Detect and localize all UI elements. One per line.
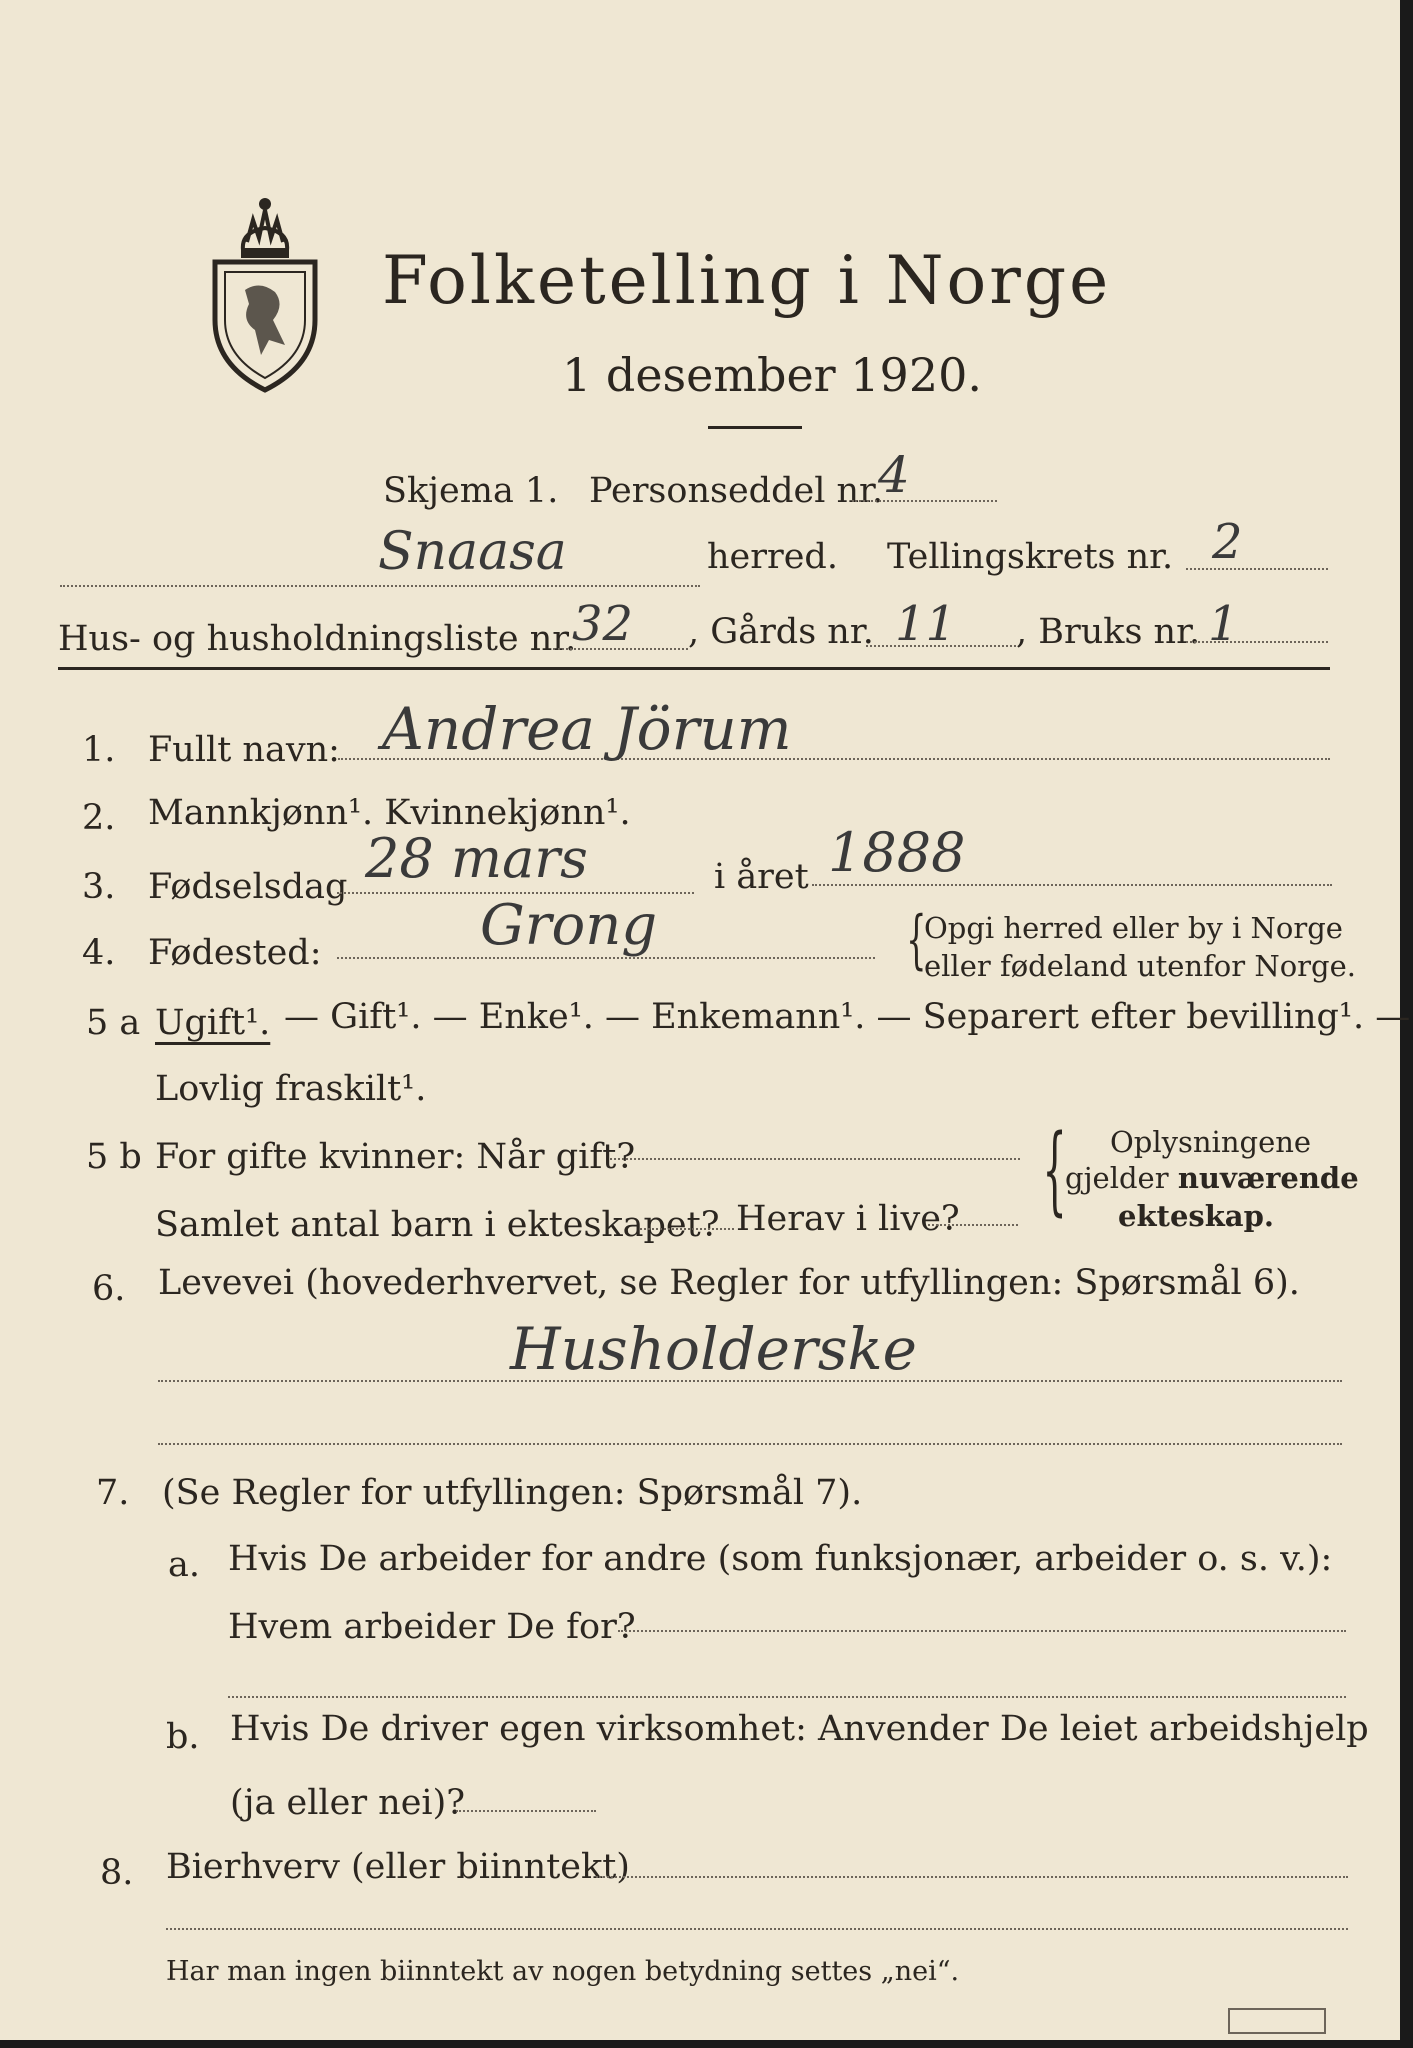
husliste-value[interactable]: 32 bbox=[572, 596, 634, 652]
q7a-number: a. bbox=[168, 1545, 200, 1585]
q6-line-2 bbox=[158, 1443, 1342, 1445]
q5b-label-1: For gifte kvinner: Når gift? bbox=[155, 1137, 636, 1177]
q5b-label-2: Samlet antal barn i ekteskapet? bbox=[155, 1205, 720, 1245]
q1-label: Fullt navn: bbox=[148, 730, 340, 770]
q7a-label: Hvis De arbeider for andre (som funksjonær, arbeider o. s. v.): bbox=[228, 1539, 1333, 1579]
footer-note: Har man ingen biinntekt av nogen betydning settes „nei“. bbox=[166, 1956, 960, 1987]
personseddel-label: Personseddel nr. bbox=[589, 471, 884, 511]
herred-value[interactable]: Snaasa bbox=[378, 522, 567, 582]
q5a-options: — Gift¹. — Enke¹. — Enkemann¹. — Separert efter bevilling¹. — bbox=[284, 997, 1411, 1037]
q1-number: 1. bbox=[82, 730, 116, 770]
q5b-brace: { bbox=[1042, 1114, 1067, 1226]
q7-label: (Se Regler for utfyllingen: Spørsmål 7). bbox=[162, 1473, 863, 1513]
tellingskrets-line bbox=[1186, 568, 1328, 570]
printer-stamp bbox=[1228, 2008, 1326, 2034]
census-date: 1 desember 1920. bbox=[562, 348, 982, 402]
q4-brace: { bbox=[906, 903, 927, 977]
q5b-line-3 bbox=[928, 1224, 1018, 1226]
skjema-label: Skjema 1. bbox=[383, 471, 559, 511]
q4-label: Fødested: bbox=[148, 933, 322, 973]
q6-value[interactable]: Husholderske bbox=[510, 1315, 917, 1383]
coat-of-arms-icon bbox=[205, 180, 325, 395]
q5b-label-3: Herav i live? bbox=[736, 1199, 960, 1239]
q7b-number: b. bbox=[166, 1717, 200, 1757]
bruks-value[interactable]: 1 bbox=[1208, 596, 1239, 652]
q7-number: 7. bbox=[96, 1473, 130, 1513]
q8-number: 8. bbox=[100, 1853, 134, 1893]
title-underline bbox=[708, 426, 802, 429]
q7a-line-1 bbox=[618, 1630, 1346, 1632]
form-title: Folketelling i Norge bbox=[382, 242, 1112, 319]
q5b-note-2: gjelder nuværende bbox=[1065, 1161, 1359, 1195]
q8-line-2 bbox=[166, 1928, 1348, 1930]
q3-year-label: i året bbox=[714, 857, 809, 897]
q8-label: Bierhverv (eller biinntekt) bbox=[166, 1847, 630, 1887]
q6-number: 6. bbox=[92, 1269, 126, 1309]
bruks-label: , Bruks nr. bbox=[1016, 612, 1201, 652]
q7b-line bbox=[456, 1810, 596, 1812]
q2-number: 2. bbox=[82, 798, 116, 838]
q5b-line-1 bbox=[610, 1158, 1020, 1160]
husliste-label: Hus- og husholdningsliste nr. bbox=[58, 619, 577, 659]
q5a-number: 5 a bbox=[86, 1003, 141, 1043]
q5b-line-2 bbox=[640, 1228, 734, 1230]
q3-year-line bbox=[812, 884, 1332, 886]
herred-line bbox=[60, 585, 700, 587]
q4-note-2: eller fødeland utenfor Norge. bbox=[924, 949, 1356, 983]
gards-value[interactable]: 11 bbox=[895, 596, 957, 652]
q7a-line-2 bbox=[228, 1696, 1346, 1698]
q4-value[interactable]: Grong bbox=[480, 893, 658, 958]
q7b-label-2: (ja eller nei)? bbox=[230, 1783, 466, 1823]
personseddel-value[interactable]: 4 bbox=[878, 446, 910, 504]
q3-value[interactable]: 28 mars bbox=[365, 827, 588, 890]
q3-year-value[interactable]: 1888 bbox=[828, 821, 966, 884]
q5b-note-3: ekteskap. bbox=[1118, 1199, 1274, 1233]
q8-line-1 bbox=[596, 1876, 1348, 1878]
q5b-note-1: Oplysningene bbox=[1110, 1125, 1312, 1159]
q2-label: Mannkjønn¹. Kvinnekjønn¹. bbox=[148, 793, 631, 833]
herred-label: herred. bbox=[707, 537, 838, 577]
q3-number: 3. bbox=[82, 867, 116, 907]
q7a-label-2: Hvem arbeider De for? bbox=[228, 1607, 636, 1647]
q6-line-1 bbox=[158, 1380, 1342, 1382]
q5a-selected: Ugift¹. bbox=[155, 1003, 271, 1043]
q5a-line-2: Lovlig fraskilt¹. bbox=[155, 1069, 427, 1109]
q3-label: Fødselsdag bbox=[148, 867, 348, 907]
tellingskrets-value[interactable]: 2 bbox=[1212, 514, 1243, 570]
q5b-number: 5 b bbox=[86, 1137, 142, 1177]
tellingskrets-label: Tellingskrets nr. bbox=[887, 537, 1174, 577]
q4-note-1: Opgi herred eller by i Norge bbox=[924, 911, 1343, 945]
q6-label: Levevei (hovederhvervet, se Regler for utfyllingen: Spørsmål 6). bbox=[158, 1263, 1300, 1303]
q1-value[interactable]: Andrea Jörum bbox=[382, 695, 792, 763]
header-divider bbox=[58, 667, 1330, 670]
q4-number: 4. bbox=[82, 933, 116, 973]
gards-label: , Gårds nr. bbox=[688, 612, 874, 652]
personseddel-line bbox=[852, 500, 997, 502]
q7b-label: Hvis De driver egen virksomhet: Anvender De leiet arbeidshjelp bbox=[230, 1709, 1369, 1749]
